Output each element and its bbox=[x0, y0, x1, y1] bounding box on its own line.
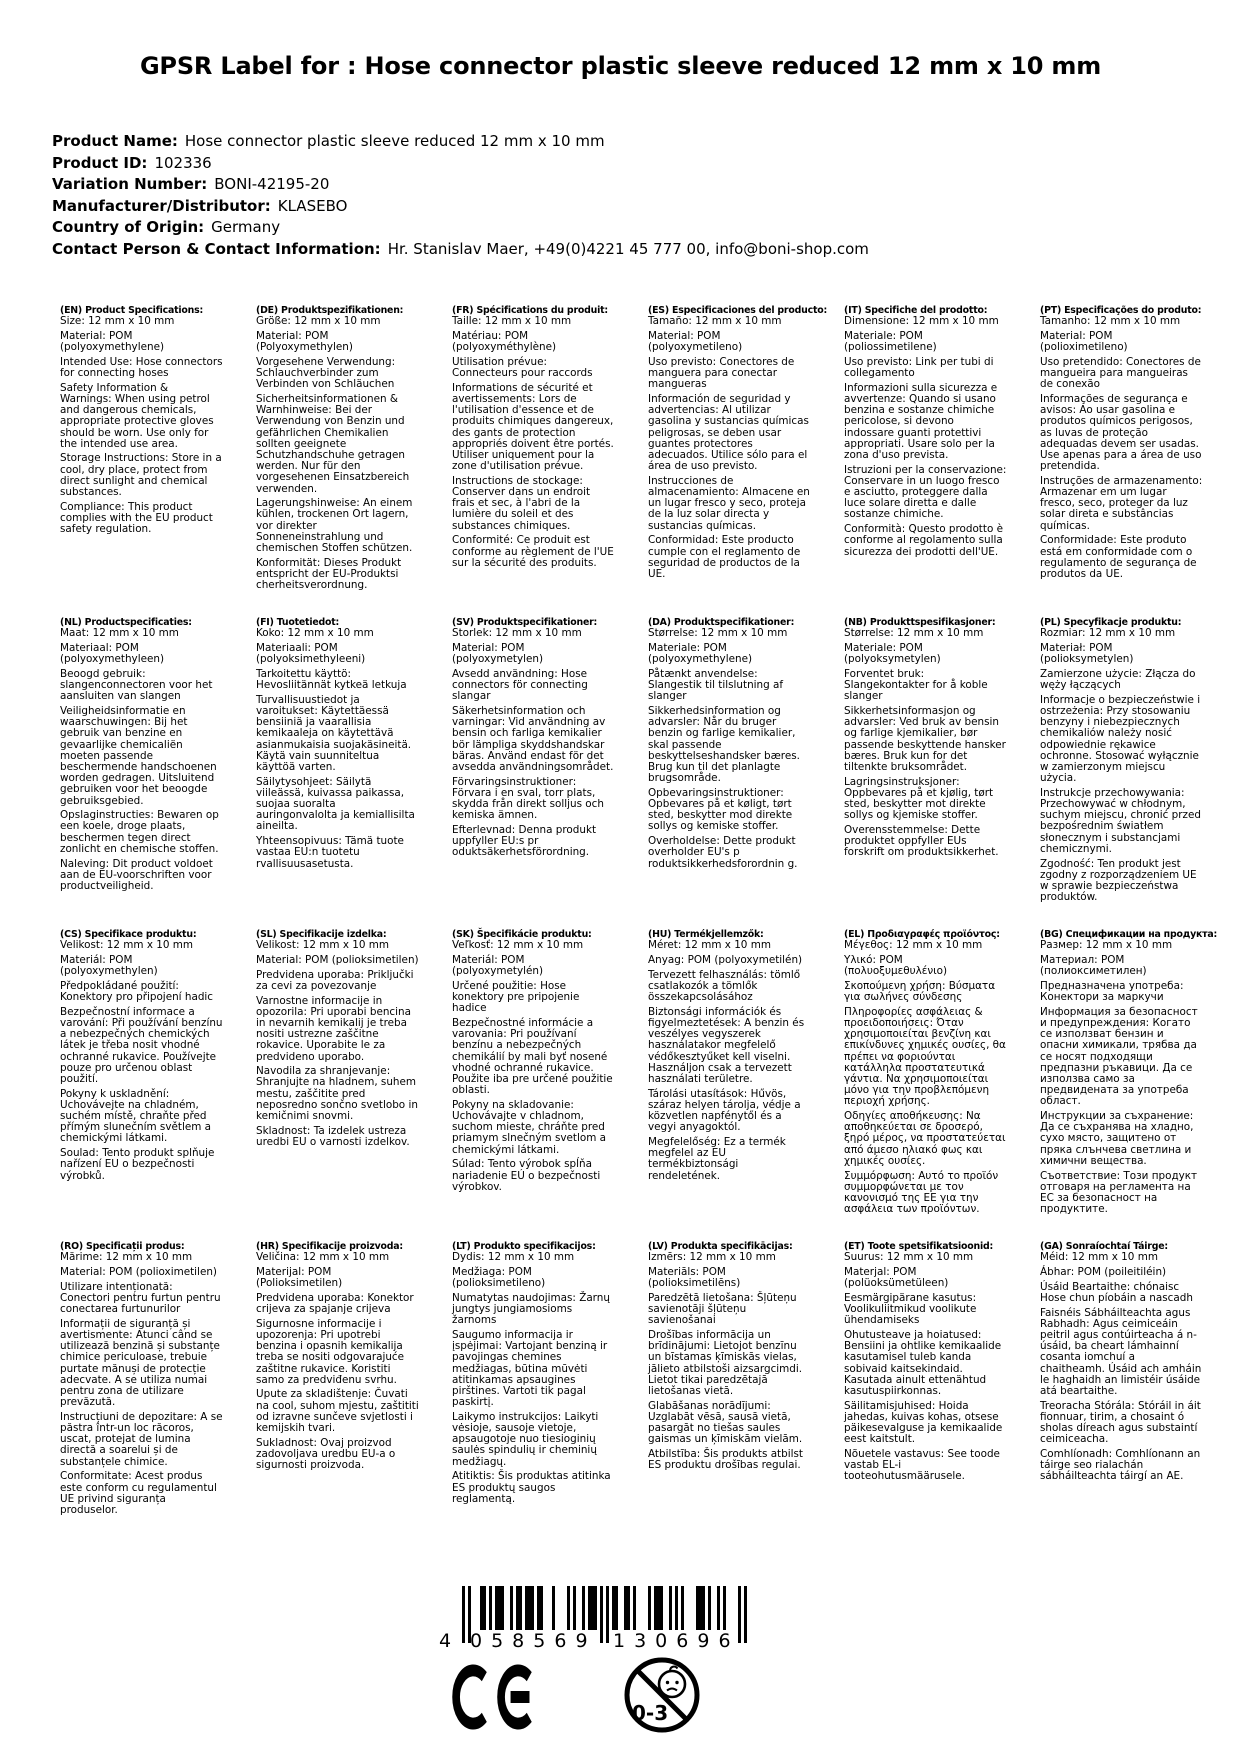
barcode-right-digits: 130696 bbox=[613, 1630, 740, 1652]
barcode-prefix-digit: 4 bbox=[439, 1630, 452, 1652]
language-spec-paragraph: Materiāls: POM (polioksimetilēns) bbox=[648, 1265, 741, 1290]
language-spec-paragraph: Nõuetele vastavus: See toode vastab EL-i tooteohutusmäärusele. bbox=[844, 1447, 1000, 1483]
language-spec-block bbox=[452, 929, 615, 1193]
language-spec-paragraph: Información de seguridad y advertencias: Al utilizar gasolina y sustancias químicas peligrosas, se deben usar guantes protectores adecuados. Utilice sólo para el área de uso previsto. bbox=[648, 392, 809, 473]
language-spec-block bbox=[256, 617, 419, 870]
language-spec-paragraph: Velikost: 12 mm x 10 mm bbox=[256, 939, 390, 952]
language-spec-paragraph: Informații de siguranță și avertismente: Atunci când se utilizează benzină și substanțe chimice periculoase, trebuie purtate mănuși de protecție adecvate. A se utiliza numai pentru zona de utilizare prevăzută. bbox=[60, 1317, 220, 1409]
language-spec-paragraph: Material: POM (polyoxymetileno) bbox=[648, 329, 743, 354]
language-spec-paragraph: Vorgesehene Verwendung: Schlauchverbinder zum Verbinden von Schläuchen bbox=[256, 355, 396, 391]
language-spec-paragraph: Suurus: 12 mm x 10 mm bbox=[844, 1251, 974, 1264]
language-spec-paragraph: Materiál: POM (polyoxymetylén) bbox=[452, 953, 544, 978]
language-spec-paragraph: Οδηγίες αποθήκευσης: Να αποθηκεύεται σε δροσερό, ξηρό μέρος, να προστατεύεται από άμεσο ηλιακό φως και χημικές ουσίες. bbox=[844, 1110, 1006, 1167]
language-spec-paragraph: Sikkerhetsinformasjon og advarsler: Ved bruk av bensin og farlige kjemikalier, bør passende beskyttende hansker bæres. Bruk kun for det tiltenkte bruksområdet. bbox=[844, 704, 1006, 773]
product-info-value: Germany bbox=[211, 218, 281, 236]
language-spec-paragraph: Opslaginstructies: Bewaren op een koele, droge plaats, beschermen tegen direct zonlicht en chemische stoffen. bbox=[60, 809, 219, 855]
language-spec-heading: (GA) Sonraíochtaí Táirge: bbox=[1040, 1241, 1168, 1252]
language-spec-paragraph: Størrelse: 12 mm x 10 mm bbox=[844, 627, 984, 640]
language-spec-paragraph: Taille: 12 mm x 10 mm bbox=[452, 315, 572, 328]
ean13-barcode bbox=[439, 1586, 747, 1652]
language-spec-paragraph: Beoogd gebruik: slangenconnectoren voor het aansluiten van slangen bbox=[60, 667, 213, 703]
language-spec-paragraph: Úsáid Beartaithe: chónaisc Hose chun píobáin a nascadh bbox=[1040, 1280, 1193, 1304]
language-spec-block bbox=[844, 1241, 1007, 1483]
language-spec-paragraph: Bezpečnostné informácie a varovania: Pri používaní benzínu a nebezpečných chemikálií by mali byť nosené vhodné ochranné rukavice. Použite iba pre určené použitie oblasti. bbox=[452, 1016, 613, 1097]
page-title: GPSR Label for : Hose connector plastic sleeve reduced 12 mm x 10 mm bbox=[139, 52, 1102, 80]
language-spec-paragraph: Turvallisuustiedot ja varoitukset: Käytettäessä bensiiniä ja vaarallisia kemikaaleja on käytettävä asianmukaisia suojakäsineitä. Käytä vain suunniteltua käyttöä varten. bbox=[256, 693, 412, 773]
language-spec-paragraph: Conformitate: Acest produs este conform cu regulamentul UE privind siguranța produselor. bbox=[60, 1470, 217, 1516]
language-spec-paragraph: Størrelse: 12 mm x 10 mm bbox=[648, 627, 788, 640]
language-spec-paragraph: Sigurnosne informacije i upozorenja: Pri upotrebi benzina i opasnih kemikalija treba se nositi odgovarajuće zaštitne rukavice. Koristiti samo za predviđenu svrhu. bbox=[256, 1317, 405, 1386]
barcode-left-digits: 058569 bbox=[470, 1630, 597, 1652]
language-spec-heading: (PL) Specyfikacje produktu: bbox=[1040, 617, 1182, 628]
ce-mark-icon bbox=[452, 1664, 536, 1730]
product-info-line bbox=[52, 153, 1241, 175]
language-spec-paragraph: Izmērs: 12 mm x 10 mm bbox=[648, 1251, 776, 1264]
language-spec-paragraph: Comhlíonadh: Comhlíonann an táirge seo rialachán sábháilteachta táirgí an AE. bbox=[1040, 1447, 1201, 1483]
language-spec-paragraph: Glabāšanas norādījumi: Uzglabāt vēsā, sausā vietā, pasargāt no tiešas saules gaismas un ķīmiskām vielām. bbox=[648, 1399, 803, 1446]
language-spec-paragraph: Uso previsto: Link per tubi di collegamento bbox=[844, 355, 994, 380]
language-spec-paragraph: Materjal: POM (polüoksümetüleen) bbox=[844, 1265, 949, 1290]
language-spec-paragraph: Tervezett felhasználás: tömlő csatlakozók a tömlők összekapcsolásához bbox=[648, 968, 801, 1004]
language-spec-paragraph: Conformità: Questo prodotto è conforme al regolamento sulla sicurezza dei prodotti dell'UE. bbox=[844, 523, 1004, 558]
language-spec-paragraph: Medžiaga: POM (polioksimetileno) bbox=[452, 1265, 546, 1290]
language-spec-paragraph: Intended Use: Hose connectors for connecting hoses bbox=[60, 355, 223, 380]
language-spec-paragraph: Conformidad: Este producto cumple con el reglamento de seguridad de productos de la UE. bbox=[648, 534, 801, 580]
language-spec-paragraph: Soulad: Tento produkt splňuje nařízení EU o bezpečnosti výrobků. bbox=[60, 1147, 215, 1182]
language-spec-paragraph: Overholdelse: Dette produkt overholder EU's p roduktsikkerhedsforordnin g. bbox=[648, 835, 798, 870]
age-warning-0-3-icon bbox=[623, 1656, 701, 1734]
language-spec-paragraph: Efterlevnad: Denna produkt uppfyller EU:s pr oduktsäkerhetsförordning. bbox=[452, 823, 597, 859]
language-spec-block bbox=[1040, 617, 1203, 903]
language-spec-block bbox=[60, 305, 223, 535]
product-info-value: 102336 bbox=[154, 153, 212, 172]
language-spec-paragraph: Treoracha Stórála: Stóráil in áit fionnuar, tirim, a chosaint ó sholas díreach agus substaintí ceimiceacha. bbox=[1040, 1399, 1201, 1446]
language-spec-paragraph: Utilizare intenționată: Conectori pentru furtun pentru conectarea furtunurilor bbox=[60, 1280, 221, 1316]
language-spec-paragraph: Súlad: Tento výrobok spĺňa nariadenie EÚ o bezpečnosti výrobkov. bbox=[452, 1158, 601, 1193]
language-spec-block bbox=[648, 929, 811, 1182]
language-spec-paragraph: Materiale: POM (poliossimetilene) bbox=[844, 329, 937, 354]
language-spec-paragraph: Atbilstība: Šis produkts atbilst ES produktu drošības regulai. bbox=[648, 1447, 803, 1472]
language-spec-heading: (NL) Productspecificaties: bbox=[60, 617, 192, 628]
language-spec-heading: (LT) Produkto specifikacijos: bbox=[452, 1241, 596, 1252]
product-info-value: BONI-42195-20 bbox=[214, 175, 330, 193]
product-info-line bbox=[52, 217, 1241, 239]
language-spec-block bbox=[844, 617, 1007, 859]
language-spec-paragraph: Overensstemmelse: Dette produktet oppfyller EUs forskrift om produktsikkerhet. bbox=[844, 823, 999, 859]
language-spec-block bbox=[1040, 929, 1218, 1216]
language-spec-paragraph: Paredzētā lietošana: Šļūteņu savienotāji šļūteņu savienošanai bbox=[648, 1291, 797, 1327]
language-spec-paragraph: Velikost: 12 mm x 10 mm bbox=[60, 939, 194, 952]
language-spec-paragraph: Informacje o bezpieczeństwie i ostrzeżenia: Przy stosowaniu benzyny i niebezpiecznych chemikaliów należy nosić odpowiednie rękawice ochronne. Stosować wyłącznie w zamierzonym miejscu użycia. bbox=[1040, 693, 1201, 785]
language-spec-heading: (FI) Tuotetiedot: bbox=[256, 617, 340, 628]
language-spec-paragraph: Bezpečnostní informace a varování: Při používání benzínu a nebezpečných chemických látek je třeba nosit vhodné ochranné rukavice. Používejte pouze pro určenou oblast použití. bbox=[60, 1005, 223, 1085]
language-spec-heading: (DE) Produktspezifikationen: bbox=[256, 305, 404, 316]
language-spec-paragraph: Informazioni sulla sicurezza e avvertenze: Quando si usano benzina e sostanze chimiche pericolose, si devono indossare guanti protettivi appropriati. Usare solo per la zona d'uso prevista. bbox=[844, 381, 998, 461]
language-spec-block bbox=[1040, 305, 1203, 580]
language-spec-paragraph: Faisnéis Sábháilteachta agus Rabhadh: Agus ceimiceáin peitril agus contúirteacha á n-úsáid, ba cheart lámhainní cosanta iomchuí a chaitheamh. Úsáid ach amháin le haghaidh an limistéir úsáide atá beartaithe. bbox=[1040, 1306, 1202, 1397]
language-spec-paragraph: Laikymo instrukcijos: Laikyti vėsioje, sausoje vietoje, apsaugotoje nuo tiesioginių saulės spindulių ir cheminių medžiagų. bbox=[452, 1410, 599, 1468]
language-spec-paragraph: Sukladnost: Ovaj proizvod zadovoljava uredbu EU-a o sigurnosti proizvoda. bbox=[256, 1436, 396, 1472]
language-spec-paragraph: Säkerhetsinformation och varningar: Vid användning av bensin och farliga kemikalier bör lämpliga skyddshandskar bäras. Använd endast för det avsedda användningsområdet. bbox=[452, 704, 614, 773]
language-spec-paragraph: Säilytysohjeet: Säilytä viileässä, kuivassa paikassa, suojaa suoralta auringonvalolta ja kemiallisilta aineilta. bbox=[256, 775, 415, 833]
language-spec-block bbox=[452, 1241, 615, 1505]
product-info-line bbox=[52, 239, 1241, 261]
language-spec-heading: (LV) Produkta specifikācijas: bbox=[648, 1241, 793, 1252]
language-spec-paragraph: Materiał: POM (polioksymetylen) bbox=[1040, 641, 1134, 666]
language-spec-paragraph: Yhteensopivuus: Tämä tuote vastaa EU:n tuotetu rvallisuusasetusta. bbox=[256, 835, 404, 870]
language-spec-heading: (FR) Spécifications du produit: bbox=[452, 305, 608, 316]
language-spec-paragraph: Lagerungshinweise: An einem kühlen, trockenen Ort lagern, vor direkter Sonneneinstrahlung und chemischen Stoffen schützen. bbox=[256, 497, 413, 555]
language-specs-grid bbox=[60, 305, 1241, 1516]
product-info-value: Hose connector plastic sleeve reduced 12 mm x 10 mm bbox=[184, 132, 605, 150]
language-spec-paragraph: Pokyny na skladovanie: Uchovávajte v chladnom, suchom mieste, chráňte pred priamym slnečným svetlom a chemickými látkami. bbox=[452, 1098, 607, 1156]
language-spec-block bbox=[844, 929, 1007, 1215]
language-spec-paragraph: Určené použitie: Hose konektory pre pripojenie hadice bbox=[452, 979, 580, 1015]
language-spec-paragraph: Konformität: Dieses Produkt entspricht der EU-Produktsi cherheitsverordnung. bbox=[256, 556, 402, 592]
language-spec-paragraph: Méid: 12 mm x 10 mm bbox=[1040, 1251, 1158, 1264]
language-spec-paragraph: Koko: 12 mm x 10 mm bbox=[256, 627, 374, 640]
language-spec-block bbox=[60, 617, 223, 892]
language-spec-paragraph: Påtænkt anvendelse: Slangestik til tilslutning af slanger bbox=[648, 667, 784, 703]
language-spec-paragraph: Eesmärgipärane kasutus: Voolikuliitmikud voolikute ühendamiseks bbox=[844, 1291, 977, 1327]
language-spec-paragraph: Predvidena uporaba: Priključki za cevi za povezovanje bbox=[256, 968, 414, 992]
language-spec-paragraph: Veličina: 12 mm x 10 mm bbox=[256, 1251, 390, 1264]
product-info-label: Variation Number: bbox=[52, 175, 208, 193]
language-spec-paragraph: Anyag: POM (polyoxymetilén) bbox=[648, 953, 803, 966]
language-spec-heading: (HR) Specifikacije proizvoda: bbox=[256, 1241, 403, 1252]
product-info-value: Hr. Stanislav Maer, +49(0)4221 45 777 00, info@boni-shop.com bbox=[387, 239, 869, 258]
language-spec-paragraph: Πληροφορίες ασφάλειας & προειδοποιήσεις: Όταν χρησιμοποιείται βενζίνη και επικίνδυνες χημικές ουσίες, θα πρέπει να φοριούνται κατάλληλα προστατευτικά γάντια. Να χρησιμοποιείται μόνο για την προβλεπόμενη περιοχή χρήσης. bbox=[844, 1005, 1006, 1108]
baby-face-icon bbox=[659, 1671, 685, 1697]
language-spec-block bbox=[648, 617, 811, 870]
language-spec-paragraph: Υλικό: POM (πολυοξυμεθυλένιο) bbox=[844, 953, 948, 978]
language-spec-heading: (RO) Specificații produs: bbox=[60, 1241, 185, 1252]
language-spec-paragraph: Uso pretendido: Conectores de mangueira para mangueiras de conexão bbox=[1040, 355, 1201, 391]
language-spec-paragraph: Utilisation prévue: Connecteurs pour raccords bbox=[452, 355, 593, 380]
language-spec-paragraph: Materiaal: POM (polyoxymethyleen) bbox=[60, 641, 165, 666]
language-spec-paragraph: Size: 12 mm x 10 mm bbox=[60, 315, 175, 328]
language-spec-paragraph: Sikkerhedsinformation og advarsler: Når du bruger benzin og farlige kemikalier, skal passende beskyttelseshandsker bæres. Brug kun til det planlagte brugsområde. bbox=[648, 704, 800, 785]
language-spec-paragraph: Conformité: Ce produit est conforme au règlement de l'UE sur la sécurité des produits. bbox=[452, 534, 614, 569]
language-spec-paragraph: Storage Instructions: Store in a cool, dry place, protect from direct sunlight and chemical substances. bbox=[60, 452, 222, 499]
language-spec-block bbox=[256, 305, 419, 591]
product-info-line bbox=[52, 174, 1241, 196]
language-spec-paragraph: Veľkosť: 12 mm x 10 mm bbox=[452, 939, 584, 952]
language-spec-paragraph: Ohutusteave ja hoiatused: Bensiini ja ohtlike kemikaalide kasutamisel tuleb kanda sobivaid kaitsekindaid. Kasutada ainult ettenähtud kasutuspiirkonnas. bbox=[844, 1328, 1002, 1397]
language-spec-paragraph: Tamanho: 12 mm x 10 mm bbox=[1040, 315, 1181, 328]
language-spec-block bbox=[60, 1241, 223, 1516]
language-spec-paragraph: Varnostne informacije in opozorila: Pri uporabi bencina in nevarnih kemikalij je treba nositi ustrezne zaščitne rokavice. Uporabite le za predvideno uporabo. bbox=[256, 994, 411, 1063]
language-spec-heading: (DA) Produktspecifikationer: bbox=[648, 617, 795, 628]
language-spec-paragraph: Naleving: Dit product voldoet aan de EU-voorschriften voor productveiligheid. bbox=[60, 857, 213, 892]
language-spec-paragraph: Материал: POM (полиоксиметилен) bbox=[1040, 953, 1147, 978]
language-spec-paragraph: Förvaringsinstruktioner: Förvara i en sval, torr plats, skydda från direkt solljus och kemiska ämnen. bbox=[452, 775, 604, 822]
language-spec-paragraph: Tárolási utasítások: Hűvös, száraz helyen tárolja, védje a közvetlen napfénytől és a vegyi anyagoktól. bbox=[648, 1087, 801, 1134]
language-spec-paragraph: Opbevaringsinstruktioner: Opbevares på et køligt, tørt sted, beskytter mod direkte sollys og kemiske stoffer. bbox=[648, 786, 793, 833]
language-spec-paragraph: Dydis: 12 mm x 10 mm bbox=[452, 1251, 575, 1264]
language-spec-paragraph: Предназначена употреба: Конектори за маркучи bbox=[1040, 979, 1184, 1004]
language-spec-paragraph: Mărime: 12 mm x 10 mm bbox=[60, 1251, 193, 1264]
language-spec-paragraph: Materiale: POM (polyoxymethylene) bbox=[648, 641, 753, 666]
language-spec-paragraph: Matériau: POM (polyoxyméthylène) bbox=[452, 329, 557, 354]
product-info-section bbox=[52, 131, 1241, 260]
language-spec-heading: (SK) Špecifikácie produktu: bbox=[452, 929, 592, 940]
language-spec-paragraph: Tamaño: 12 mm x 10 mm bbox=[648, 315, 782, 328]
language-spec-paragraph: Instruções de armazenamento: Armazenar em um lugar fresco, seco, proteger da luz solar direta e substâncias químicas. bbox=[1040, 474, 1203, 532]
language-spec-paragraph: Material: POM (polyoxymetylen) bbox=[452, 641, 544, 666]
language-spec-heading: (EL) Προδιαγραφές προϊόντος: bbox=[844, 929, 1000, 940]
language-spec-block bbox=[60, 929, 223, 1182]
language-spec-paragraph: Dimensione: 12 mm x 10 mm bbox=[844, 315, 999, 328]
language-spec-paragraph: Информация за безопасност и предупреждения: Когато се използват бензин и опасни химикали, трябва да се носят подходящи предпазни ръкавици. Да се използва само за предвидената за употреба област. bbox=[1040, 1005, 1198, 1108]
product-info-label: Product ID: bbox=[52, 153, 148, 172]
language-spec-paragraph: Σκοπούμενη χρήση: Βύσματα για σωλήνες σύνδεσης bbox=[844, 979, 996, 1004]
age-warning-text: 0-3 bbox=[632, 1701, 669, 1725]
language-spec-paragraph: Uso previsto: Conectores de manguera para conectar mangueras bbox=[648, 355, 795, 391]
language-spec-paragraph: Pokyny k uskladnění: Uchovávejte na chladném, suchém místě, chraňte před přímým slunečním světlem a chemickými látkami. bbox=[60, 1087, 212, 1145]
language-spec-paragraph: Lagringsinstruksjoner: Oppbevares på et kjølig, tørt sted, beskytter mot direkte sollys og kjemiske stoffer. bbox=[844, 775, 994, 822]
language-spec-heading: (PT) Especificações do produto: bbox=[1040, 305, 1202, 316]
language-spec-block bbox=[452, 617, 615, 859]
language-spec-heading: (BG) Спецификации на продукта: bbox=[1040, 929, 1218, 940]
language-spec-block bbox=[452, 305, 615, 569]
language-spec-paragraph: Zamierzone użycie: Złącza do węży łączących bbox=[1040, 667, 1196, 692]
language-spec-paragraph: Méret: 12 mm x 10 mm bbox=[648, 939, 771, 952]
language-spec-paragraph: Material: POM (polioximetileno) bbox=[1040, 329, 1128, 354]
language-spec-heading: (ES) Especificaciones del producto: bbox=[648, 305, 828, 316]
language-spec-paragraph: Istruzioni per la conservazione: Conservare in un luogo fresco e asciutto, proteggere dalla luce solare diretta e dalle sostanze chimiche. bbox=[844, 463, 1007, 521]
language-spec-paragraph: Instrukcje przechowywania: Przechowywać w chłodnym, suchym miejscu, chronić przed bezpośrednim światłem słonecznym i substancjami chemicznymi. bbox=[1040, 786, 1201, 855]
language-spec-paragraph: Ábhar: POM (poileitiléin) bbox=[1040, 1265, 1167, 1278]
language-spec-block bbox=[256, 929, 419, 1148]
language-spec-paragraph: Säilitamisjuhised: Hoida jahedas, kuivas kohas, otsese päikesevalguse ja kemikaalide eest kaitstult. bbox=[844, 1399, 1003, 1446]
product-info-label: Product Name: bbox=[52, 132, 178, 150]
language-spec-paragraph: Numatytas naudojimas: Žarnų jungtys jungiamosioms žarnoms bbox=[452, 1291, 610, 1327]
language-spec-paragraph: Atitiktis: Šis produktas atitinka ES produktų saugos reglamentą. bbox=[452, 1470, 611, 1505]
language-spec-paragraph: Съответствие: Този продукт отговаря на регламента на ЕС за безопасност на продуктите. bbox=[1040, 1169, 1198, 1216]
language-spec-paragraph: Material: POM (polyoxymethylene) bbox=[60, 329, 165, 354]
language-spec-paragraph: Material: POM (polioximetilen) bbox=[60, 1265, 217, 1278]
language-spec-heading: (SV) Produktspecifikationer: bbox=[452, 617, 598, 628]
product-info-line bbox=[52, 131, 1241, 153]
language-spec-paragraph: Biztonsági információk és figyelmeztetések: A benzin és veszélyes vegyszerek használatakor megfelelő védőkesztyűket kell viselni. Használjon csak a tervezett használati területre. bbox=[648, 1005, 805, 1085]
language-spec-heading: (IT) Specifiche del prodotto: bbox=[844, 305, 988, 316]
label-footer bbox=[0, 1586, 1241, 1754]
language-spec-paragraph: Předpokládané použití: Konektory pro připojení hadic bbox=[60, 979, 214, 1004]
language-spec-paragraph: Informations de sécurité et avertissements: Lors de l'utilisation d'essence et de produits chimiques dangereux, des gants de protection appropriés doivent être portés. Utiliser uniquement pour la zone d'utilisation prévue. bbox=[452, 381, 614, 473]
language-spec-paragraph: Megfelelőség: Ez a termék megfelel az EU termékbiztonsági rendeletének. bbox=[648, 1135, 786, 1182]
language-spec-paragraph: Größe: 12 mm x 10 mm bbox=[256, 315, 381, 328]
language-spec-paragraph: Saugumo informacija ir įspėjimai: Vartojant benziną ir pavojingas chemines medžiagas, būtina mūvėti atitinkamas apsaugines pirštines. Vartoti tik pagal paskirtį. bbox=[452, 1328, 608, 1409]
language-spec-paragraph: Инструкции за съхранение: Да се съхранява на хладно, сухо място, защитено от пряка слънчева светлина и химични вещества. bbox=[1040, 1110, 1194, 1167]
language-spec-paragraph: Skladnost: Ta izdelek ustreza uredbi EU o varnosti izdelkov. bbox=[256, 1124, 410, 1148]
language-spec-paragraph: Zgodność: Ten produkt jest zgodny z rozporządzeniem UE w sprawie bezpieczeństwa produktów. bbox=[1040, 857, 1197, 904]
language-spec-paragraph: Informações de segurança e avisos: Ao usar gasolina e produtos químicos perigosos, as luvas de proteção adequadas devem ser usadas. Use apenas para a área de uso pretendida. bbox=[1040, 392, 1202, 473]
language-spec-block bbox=[1040, 1241, 1203, 1483]
language-spec-paragraph: Materijal: POM (Polioksimetilen) bbox=[256, 1265, 343, 1290]
language-spec-block bbox=[648, 305, 828, 580]
language-spec-paragraph: Compliance: This product complies with the EU product safety regulation. bbox=[60, 500, 213, 536]
language-spec-heading: (NB) Produkttspesifikasjoner: bbox=[844, 617, 996, 628]
language-spec-heading: (CS) Specifikace produktu: bbox=[60, 929, 197, 940]
language-spec-paragraph: Material: POM (Polyoxymethylen) bbox=[256, 329, 353, 354]
language-spec-paragraph: Rozmiar: 12 mm x 10 mm bbox=[1040, 627, 1176, 640]
language-spec-block bbox=[648, 1241, 811, 1471]
product-info-label: Contact Person & Contact Information: bbox=[52, 239, 381, 258]
language-spec-block bbox=[844, 305, 1007, 558]
language-spec-paragraph: Predvidena uporaba: Konektor crijeva za spajanje crijeva bbox=[256, 1291, 414, 1316]
language-spec-paragraph: Instrucțiuni de depozitare: A se păstra într-un loc răcoros, uscat, protejat de lumina directă a soarelui și de substanțele chimice. bbox=[60, 1410, 223, 1468]
language-spec-paragraph: Maat: 12 mm x 10 mm bbox=[60, 627, 179, 640]
language-spec-paragraph: Veiligheidsinformatie en waarschuwingen: Bij het gebruik van benzine en gevaarlijke chemicaliën moeten passende beschermende handschoenen worden gedragen. Uitsluitend gebruiken voor het beoogde gebruiksgebied. bbox=[60, 704, 217, 807]
language-spec-paragraph: Materiaali: POM (polyoksimethyleeni) bbox=[256, 641, 366, 666]
language-spec-paragraph: Materiale: POM (polyoksymetylen) bbox=[844, 641, 941, 666]
language-spec-paragraph: Material: POM (polioksimetilen) bbox=[256, 953, 419, 966]
language-spec-paragraph: Drošības informācija un brīdinājumi: Lietojot benzīnu un bīstamas ķīmiskās vielas, jālieto atbilstoši aizsargcimdi. Lietot tikai paredzētajā lietošanas vietā. bbox=[648, 1328, 803, 1397]
product-info-value: KLASEBO bbox=[277, 196, 348, 215]
product-info-line bbox=[52, 196, 1241, 218]
product-info-label: Country of Origin: bbox=[52, 218, 205, 236]
language-spec-paragraph: Instructions de stockage: Conserver dans un endroit frais et sec, à l'abri de la lumière du soleil et des substances chimiques. bbox=[452, 474, 591, 532]
language-spec-paragraph: Instrucciones de almacenamiento: Almacene en un lugar fresco y seco, proteja de la luz solar directa y sustancias químicas. bbox=[648, 474, 810, 532]
language-spec-heading: (SL) Specifikacije izdelka: bbox=[256, 929, 387, 940]
language-spec-paragraph: Navodila za shranjevanje: Shranjujte na hladnem, suhem mestu, zaščitite pred neposredno sončno svetlobo in kemičnimi snovmi. bbox=[256, 1065, 418, 1123]
language-spec-paragraph: Μέγεθος: 12 mm x 10 mm bbox=[844, 939, 983, 952]
language-spec-heading: (HU) Termékjellemzők: bbox=[648, 929, 764, 940]
language-spec-block bbox=[256, 1241, 419, 1471]
product-info-label: Manufacturer/Distributor: bbox=[52, 196, 271, 215]
language-spec-paragraph: Storlek: 12 mm x 10 mm bbox=[452, 627, 582, 640]
language-spec-paragraph: Conformidade: Este produto está em conformidade com o regulamento de segurança de produtos da UE. bbox=[1040, 534, 1197, 580]
language-spec-paragraph: Upute za skladištenje: Čuvati na cool, suhom mjestu, zaštititi od izravne sunčeve svjetlosti i kemijskih tvari. bbox=[256, 1388, 419, 1435]
language-spec-heading: (ET) Toote spetsifikatsioonid: bbox=[844, 1241, 994, 1252]
language-spec-paragraph: Materiál: POM (polyoxymethylen) bbox=[60, 953, 158, 978]
language-spec-paragraph: Размер: 12 mm x 10 mm bbox=[1040, 939, 1173, 952]
language-spec-paragraph: Avsedd användning: Hose connectors för connecting slangar bbox=[452, 667, 588, 703]
language-spec-paragraph: Tarkoitettu käyttö: Hevosliitännät kytkeä letkuja bbox=[256, 667, 407, 692]
language-spec-paragraph: Safety Information & Warnings: When using petrol and dangerous chemicals, appropriate protective gloves should be worn. Use only for the intended use area. bbox=[60, 381, 214, 450]
language-spec-paragraph: Forventet bruk: Slangekontakter for å koble slanger bbox=[844, 667, 988, 703]
language-spec-paragraph: Sicherheitsinformationen & Warnhinweise: Bei der Verwendung von Benzin und gefährlichen Chemikalien sollten geeignete Schutzhandschuhe getragen werden. Nur für den vorgesehenen Einsatzbereich verwenden. bbox=[256, 392, 410, 495]
language-spec-heading: (EN) Product Specifications: bbox=[60, 305, 204, 316]
language-spec-paragraph: Συμμόρφωση: Αυτό το προϊόν συμμορφώνεται με τον κανονισμό της ΕΕ για την ασφάλεια των προϊόντων. bbox=[844, 1169, 999, 1216]
